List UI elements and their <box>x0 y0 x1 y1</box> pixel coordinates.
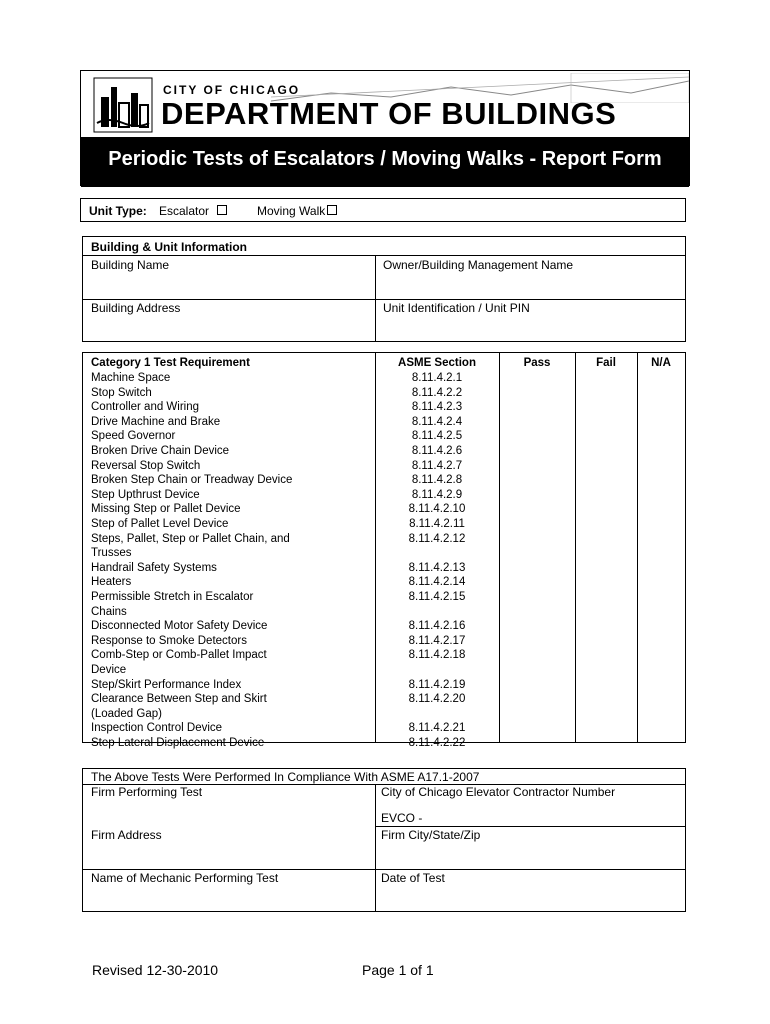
test-fail-cell[interactable] <box>575 619 637 634</box>
test-requirement-name-cont: Device <box>91 664 127 676</box>
test-requirement-name-cont: Chains <box>91 605 127 618</box>
revision-date: Revised 12-30-2010 <box>92 962 219 978</box>
page-header <box>80 70 690 186</box>
test-asme-section: 8.11.4.2.18 <box>408 649 466 662</box>
test-asme-section: 8.11.4.2.4 <box>411 415 463 428</box>
unit-type-label: Unit Type: <box>89 204 147 218</box>
unit-id-field[interactable] <box>375 300 685 341</box>
test-asme-section: 8.11.4.2.10 <box>408 503 466 516</box>
test-requirement-name: Broken Drive Chain Device <box>91 445 230 457</box>
test-asme-section: 8.11.4.2.7 <box>411 459 463 472</box>
test-requirement-name: Inspection Control Device <box>91 722 223 735</box>
test-asme-section: 8.11.4.2.5 <box>411 430 463 443</box>
test-asme-section: 8.11.4.2.13 <box>408 561 466 574</box>
date-label: Date of Test <box>381 871 445 885</box>
building-info-table <box>82 236 686 342</box>
test-requirement-name: Drive Machine and Brake <box>91 415 221 428</box>
owner-label: Owner/Building Management Name <box>383 258 574 272</box>
firm-city-label: Firm City/State/Zip <box>381 828 481 842</box>
building-name-label: Building Name <box>91 258 170 272</box>
firm-field[interactable] <box>83 784 375 826</box>
test-pass-cell[interactable] <box>499 429 575 444</box>
test-na-cell[interactable] <box>637 721 685 736</box>
test-pass-cell[interactable] <box>499 648 575 677</box>
test-fail-cell[interactable] <box>575 648 637 677</box>
test-na-cell[interactable] <box>637 517 685 532</box>
test-requirement-name: Stop Switch <box>91 386 152 399</box>
test-na-cell[interactable] <box>637 619 685 634</box>
test-requirement-name: Response to Smoke Detectors <box>91 634 247 647</box>
test-requirement-name: Step Upthrust Device <box>91 488 200 501</box>
compliance-heading: The Above Tests Were Performed In Compliance With ASME A17.1-2007 <box>91 770 480 784</box>
test-requirement-name-cont: Trusses <box>91 547 132 560</box>
test-requirement-name: Clearance Between Step and Skirt <box>91 693 267 706</box>
test-asme-section: 8.11.4.2.17 <box>408 634 466 647</box>
test-asme-section: 8.11.4.2.19 <box>408 678 466 691</box>
test-pass-cell[interactable] <box>499 721 575 736</box>
test-pass-cell[interactable] <box>499 473 575 488</box>
test-pass-cell[interactable] <box>499 619 575 634</box>
test-fail-cell[interactable] <box>575 678 637 693</box>
test-pass-cell[interactable] <box>499 590 575 619</box>
test-pass-cell[interactable] <box>499 444 575 459</box>
na-header: N/A <box>651 357 671 369</box>
firm-city-field[interactable] <box>375 827 685 869</box>
test-na-cell[interactable] <box>637 444 685 459</box>
test-asme-section: 8.11.4.2.20 <box>408 693 466 706</box>
test-fail-cell[interactable] <box>575 736 637 751</box>
test-asme-section: 8.11.4.2.16 <box>408 620 466 633</box>
test-pass-cell[interactable] <box>499 371 575 386</box>
test-na-cell[interactable] <box>637 502 685 517</box>
column-divider <box>375 353 376 742</box>
test-fail-cell[interactable] <box>575 561 637 576</box>
test-na-cell[interactable] <box>637 678 685 693</box>
requirement-header: Category 1 Test Requirement <box>91 357 250 369</box>
test-requirement-name-cont: (Loaded Gap) <box>91 707 162 720</box>
test-asme-section: 8.11.4.2.11 <box>409 518 465 530</box>
section-header: ASME Section <box>398 357 476 369</box>
test-pass-cell[interactable] <box>499 561 575 576</box>
test-na-cell[interactable] <box>637 488 685 503</box>
pass-header: Pass <box>523 357 551 369</box>
mechanic-field[interactable] <box>83 870 375 911</box>
test-asme-section: 8.11.4.2.14 <box>408 576 466 589</box>
test-asme-section: 8.11.4.2.21 <box>408 722 466 735</box>
test-fail-cell[interactable] <box>575 532 637 561</box>
test-requirement-name: Step Lateral Displacement Device <box>91 737 265 749</box>
test-na-cell[interactable] <box>637 634 685 649</box>
test-na-cell[interactable] <box>637 736 685 751</box>
escalator-checkbox[interactable] <box>217 205 227 215</box>
title-bar <box>81 137 689 187</box>
test-requirement-name: Heaters <box>91 576 132 589</box>
test-requirement-name: Comb-Step or Comb-Pallet Impact <box>91 649 267 662</box>
test-asme-section: 8.11.4.2.3 <box>411 401 463 414</box>
department-name: DEPARTMENT OF BUILDINGS <box>161 96 617 131</box>
test-requirement-name: Broken Step Chain or Treadway Device <box>91 474 293 487</box>
test-pass-cell[interactable] <box>499 678 575 693</box>
test-requirement-name: Disconnected Motor Safety Device <box>91 620 268 633</box>
test-na-cell[interactable] <box>637 415 685 430</box>
test-fail-cell[interactable] <box>575 459 637 474</box>
firm-label: Firm Performing Test <box>91 785 203 799</box>
building-address-label: Building Address <box>91 301 181 315</box>
test-requirement-name: Step/Skirt Performance Index <box>91 678 242 691</box>
test-asme-section: 8.11.4.2.8 <box>411 474 463 487</box>
escalator-label: Escalator <box>159 204 210 218</box>
test-requirement-name: Speed Governor <box>91 430 176 443</box>
contractor-number-field[interactable] <box>423 809 683 825</box>
test-na-cell[interactable] <box>637 561 685 576</box>
compliance-table <box>82 768 686 912</box>
test-fail-cell[interactable] <box>575 473 637 488</box>
firm-address-label: Firm Address <box>91 828 162 842</box>
test-pass-cell[interactable] <box>499 736 575 751</box>
unit-id-label: Unit Identification / Unit PIN <box>383 301 530 315</box>
test-na-cell[interactable] <box>637 400 685 415</box>
test-fail-cell[interactable] <box>575 721 637 736</box>
test-requirement-name: Reversal Stop Switch <box>91 459 201 472</box>
row-divider <box>83 255 685 256</box>
test-pass-cell[interactable] <box>499 488 575 503</box>
mechanic-label: Name of Mechanic Performing Test <box>91 871 279 885</box>
test-asme-section: 8.11.4.2.15 <box>408 591 466 603</box>
building-info-heading: Building & Unit Information <box>91 240 247 254</box>
test-na-cell[interactable] <box>637 532 685 561</box>
test-na-cell[interactable] <box>637 692 685 721</box>
test-fail-cell[interactable] <box>575 488 637 503</box>
test-pass-cell[interactable] <box>499 692 575 721</box>
test-na-cell[interactable] <box>637 575 685 590</box>
city-seal-icon <box>93 77 153 133</box>
owner-field[interactable] <box>375 255 685 299</box>
test-pass-cell[interactable] <box>499 634 575 649</box>
test-pass-cell[interactable] <box>499 459 575 474</box>
form-title: Periodic Tests of Escalators / Moving Walks - Report Form <box>108 148 662 170</box>
test-fail-cell[interactable] <box>575 400 637 415</box>
test-na-cell[interactable] <box>637 473 685 488</box>
test-requirement-name: Controller and Wiring <box>91 401 200 414</box>
contractor-number-label: City of Chicago Elevator Contractor Number <box>381 785 616 799</box>
test-fail-cell[interactable] <box>575 444 637 459</box>
building-address-field[interactable] <box>83 300 375 341</box>
date-field[interactable] <box>375 870 685 911</box>
test-asme-section: 8.11.4.2.2 <box>411 386 463 399</box>
test-requirement-name: Steps, Pallet, Step or Pallet Chain, and <box>91 532 290 545</box>
test-pass-cell[interactable] <box>499 386 575 401</box>
firm-address-field[interactable] <box>83 827 375 869</box>
test-fail-cell[interactable] <box>575 502 637 517</box>
fail-header: Fail <box>596 357 616 369</box>
city-name: CITY OF CHICAGO <box>163 83 301 97</box>
test-pass-cell[interactable] <box>499 575 575 590</box>
test-requirement-name: Machine Space <box>91 372 171 384</box>
test-fail-cell[interactable] <box>575 517 637 532</box>
test-na-cell[interactable] <box>637 648 685 677</box>
test-fail-cell[interactable] <box>575 590 637 619</box>
header-banner <box>81 71 689 137</box>
test-asme-section: 8.11.4.2.1 <box>411 372 463 384</box>
test-fail-cell[interactable] <box>575 429 637 444</box>
test-fail-cell[interactable] <box>575 386 637 401</box>
test-pass-cell[interactable] <box>499 415 575 430</box>
test-requirement-name: Step of Pallet Level Device <box>91 518 229 530</box>
test-na-cell[interactable] <box>637 590 685 619</box>
test-asme-section: 8.11.4.2.9 <box>411 488 463 501</box>
test-fail-cell[interactable] <box>575 634 637 649</box>
test-requirement-name: Permissible Stretch in Escalator <box>91 591 254 603</box>
test-pass-cell[interactable] <box>499 532 575 561</box>
test-asme-section: 8.11.4.2.6 <box>411 445 463 457</box>
moving-walk-label: Moving Walk <box>257 204 326 218</box>
page-number: Page 1 of 1 <box>362 962 434 978</box>
test-fail-cell[interactable] <box>575 371 637 386</box>
test-na-cell[interactable] <box>637 371 685 386</box>
test-requirement-name: Handrail Safety Systems <box>91 561 217 574</box>
moving-walk-checkbox[interactable] <box>327 205 337 215</box>
test-requirement-name: Missing Step or Pallet Device <box>91 503 241 516</box>
test-fail-cell[interactable] <box>575 415 637 430</box>
building-name-field[interactable] <box>83 255 375 299</box>
test-pass-cell[interactable] <box>499 400 575 415</box>
unit-type-row <box>80 198 686 222</box>
tests-table <box>82 352 686 749</box>
test-pass-cell[interactable] <box>499 517 575 532</box>
evco-prefix: EVCO - <box>381 811 423 825</box>
test-na-cell[interactable] <box>637 386 685 401</box>
test-fail-cell[interactable] <box>575 575 637 590</box>
test-na-cell[interactable] <box>637 429 685 444</box>
test-asme-section: 8.11.4.2.12 <box>408 532 466 545</box>
test-pass-cell[interactable] <box>499 502 575 517</box>
test-na-cell[interactable] <box>637 459 685 474</box>
test-asme-section: 8.11.4.2.22 <box>408 737 466 749</box>
test-fail-cell[interactable] <box>575 692 637 721</box>
